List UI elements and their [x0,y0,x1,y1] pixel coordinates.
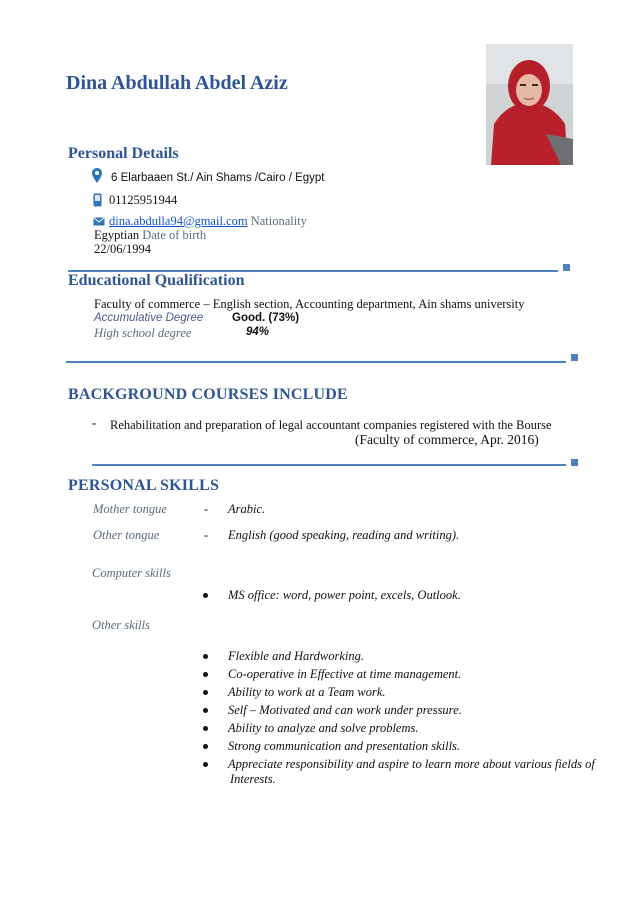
list-item-continuation: Interests. [230,772,276,786]
bullet-dot [203,593,208,598]
list-item: Ability to work at a Team work. [228,685,386,699]
bullet-dot [203,762,208,767]
skills-heading: PERSONAL SKILLS [68,477,220,494]
section-rule [92,464,566,466]
rule-end-square [571,354,578,361]
course-dash: - [92,416,97,430]
section-rule [66,361,566,363]
bullet-dot [203,726,208,731]
section-rule [68,270,558,272]
other-tongue-label: Other tongue [93,528,160,542]
bullet-dot [203,708,208,713]
highschool-value: 94% [246,326,270,338]
mother-tongue-label: Mother tongue [93,502,167,516]
candidate-name: Dina Abdullah Abdel Aziz [66,72,288,94]
mother-tongue-dash: - [204,502,209,516]
other-skills-label: Other skills [92,618,150,632]
personal-details-heading: Personal Details [68,145,179,162]
email-link[interactable]: dina.abdulla94@gmail.com [109,214,248,228]
highschool-label: High school degree [94,326,192,340]
bullet-dot [203,690,208,695]
list-item: Flexible and Hardworking. [228,649,364,663]
location-pin-icon [92,168,102,188]
dob-value: 22/06/1994 [94,242,151,256]
accumulative-value: Good. (73%) [232,312,300,324]
profile-photo [486,44,573,165]
nationality-value: Egyptian [94,228,140,242]
rule-end-square [571,459,578,466]
phone-number: 01125951944 [109,193,178,207]
mother-tongue-value: Arabic. [228,502,266,516]
contact-email-line [109,214,307,229]
nationality-line [94,228,206,243]
other-tongue-value: English (good speaking, reading and writing). [228,528,460,542]
dob-label: Date of birth [142,228,207,242]
faculty-text: Faculty of commerce – English section, Accounting department, Ain shams university [94,297,525,311]
list-item: Ability to analyze and solve problems. [228,721,419,735]
list-item: Self – Motivated and can work under pressure. [228,703,462,717]
bullet-dot [203,744,208,749]
list-item: Appreciate responsibility and aspire to learn more about various fields of [228,757,595,771]
other-tongue-dash: - [204,528,209,542]
computer-skills-label: Computer skills [92,566,171,580]
list-item: Co-operative in Effective at time management. [228,667,462,681]
nationality-label: Nationality [250,214,307,228]
bullet-dot [203,672,208,677]
course-source: (Faculty of commerce, Apr. 2016) [355,432,539,447]
phone-icon [93,193,102,212]
education-heading: Educational Qualification [68,272,245,289]
list-item: Strong communication and presentation skills. [228,739,461,753]
rule-end-square [563,264,570,271]
course-item: Rehabilitation and preparation of legal accountant companies registered with the Bourse [110,418,552,432]
computer-skills-value: MS office: word, power point, excels, Outlook. [228,588,461,602]
bullet-dot [203,654,208,659]
courses-heading: BACKGROUND COURSES INCLUDE [68,386,348,403]
accumulative-label: Accumulative Degree [94,312,204,324]
address-text: 6 Elarbaaen St./ Ain Shams /Cairo / Egypt [111,172,325,184]
